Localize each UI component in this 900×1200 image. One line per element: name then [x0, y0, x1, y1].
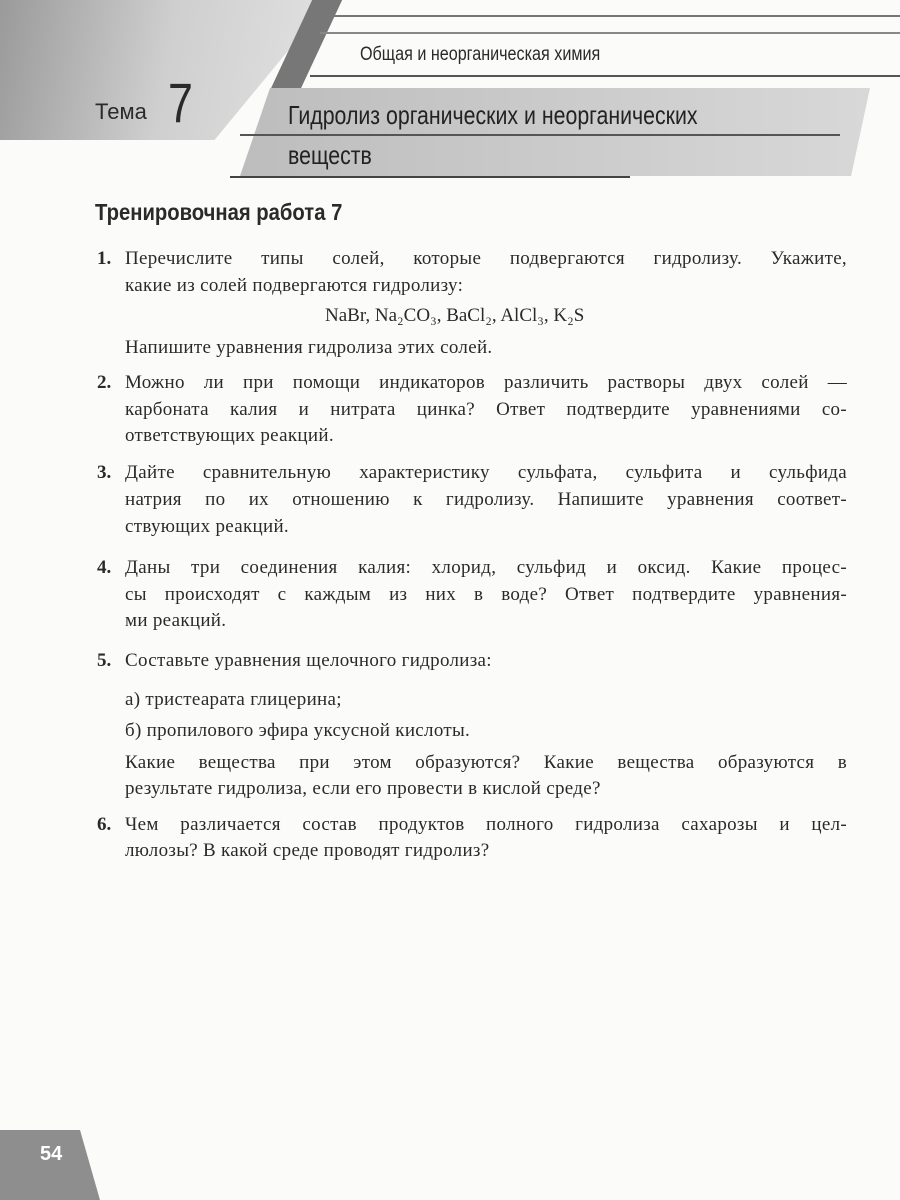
task-text: ответствующих реакций.: [125, 425, 334, 446]
topic-title: Гидролиз органических и неорганических: [288, 100, 698, 130]
rule: [310, 75, 900, 77]
topic-label: Тема: [95, 99, 147, 124]
task-number: 1.: [97, 248, 112, 269]
task-text: Какие вещества при этом образуются? Какие вещества образуются в: [125, 752, 847, 773]
task-text: ствующих реакций.: [125, 516, 289, 537]
work-title: Тренировочная работа 7: [95, 199, 343, 225]
topic-number: 7: [168, 71, 193, 134]
task-text: какие из солей подвергаются гидролизу:: [125, 275, 464, 296]
task-text: карбоната калия и нитрата цинка? Ответ подтвердите уравнениями со-: [125, 399, 847, 420]
task-text: сы происходят с каждым из них в воде? Ответ подтвердите уравнения-: [125, 584, 847, 605]
task-text: натрия по их отношению к гидролизу. Напишите уравнения соответ-: [125, 489, 847, 510]
rule: [330, 15, 900, 17]
task-text: Составьте уравнения щелочного гидролиза:: [125, 650, 492, 671]
task-text: Перечислите типы солей, которые подвергаются гидролизу. Укажите,: [125, 248, 847, 269]
task-text: ми реакций.: [125, 610, 227, 631]
task-text: Дайте сравнительную характеристику сульфата, сульфита и сульфида: [125, 462, 847, 483]
task-number: 3.: [97, 462, 112, 483]
task-text: Напишите уравнения гидролиза этих солей.: [125, 337, 493, 358]
rule: [240, 134, 840, 136]
task-text: Можно ли при помощи индикаторов различить растворы двух солей —: [125, 372, 847, 393]
page-number: 54: [40, 1143, 63, 1165]
task-number: 5.: [97, 650, 112, 671]
rule: [230, 176, 630, 178]
task-text: результате гидролиза, если его провести в кислой среде?: [125, 778, 601, 799]
task-text: люлозы? В какой среде проводят гидролиз?: [125, 840, 490, 861]
task-number: 6.: [97, 814, 112, 835]
task-text: б) пропилового эфира уксусной кислоты.: [125, 720, 471, 741]
section-title: Общая и неорганическая химия: [360, 44, 601, 65]
task-text: а) тристеарата глицерина;: [125, 689, 342, 710]
task-text: Чем различается состав продуктов полного гидролиза сахарозы и цел-: [125, 814, 847, 835]
task-text: Даны три соединения калия: хлорид, сульфид и оксид. Какие процес-: [125, 557, 847, 578]
task-number: 4.: [97, 557, 112, 578]
topic-title: веществ: [288, 140, 372, 170]
rule: [320, 32, 900, 34]
formula: NaBr, Na₂CO₃, BaCl₂, AlCl₃, K₂S: [325, 305, 585, 326]
task-number: 2.: [97, 372, 112, 393]
